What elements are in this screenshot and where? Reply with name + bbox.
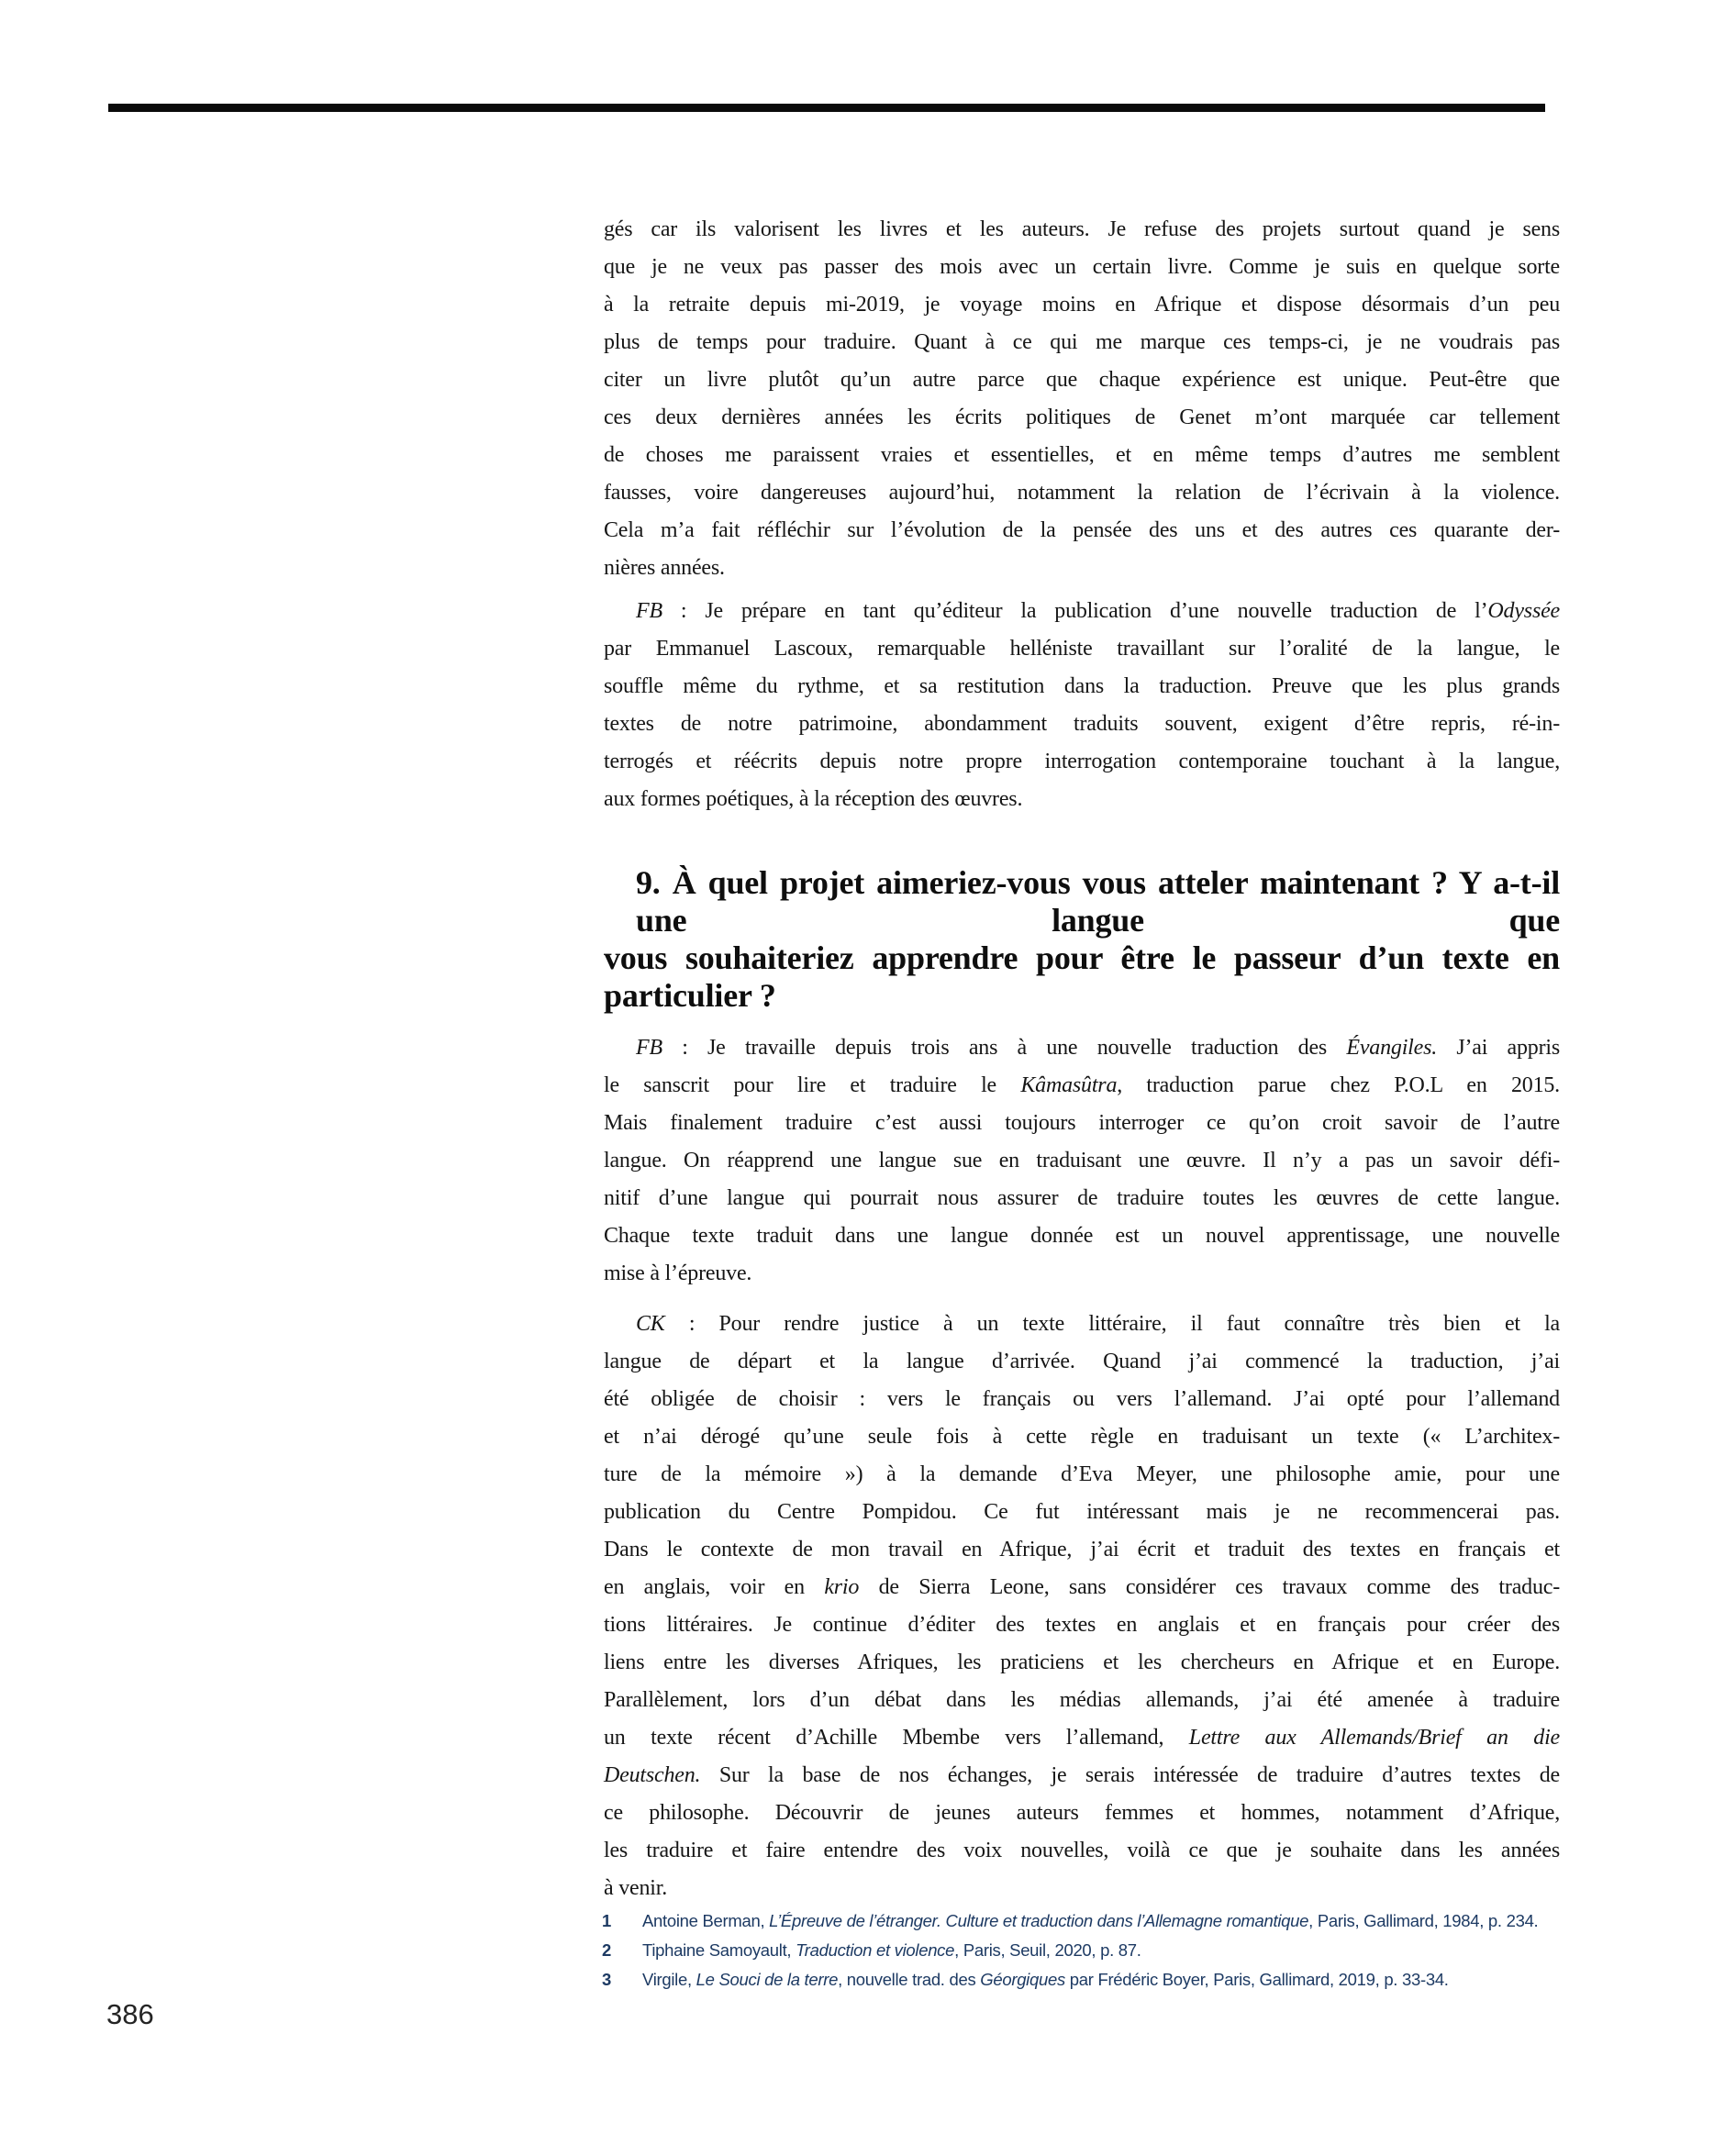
text-line [604,437,1560,474]
text-run: , traduction parue chez P.O.L en 2015. [1117,1073,1560,1097]
text-line [604,781,1560,818]
text-run: un texte récent d’Achille Mbembe vers l’allemand, [604,1726,1189,1750]
text-run: nières années. [604,556,725,580]
text-run: à venir. [604,1876,668,1900]
text-run: de Sierra Leone, sans considérer ces travaux comme des traduc- [859,1575,1560,1599]
body-text-column [604,211,1560,1907]
text-run: en anglais, voir en [604,1575,825,1599]
text-run: de choses me paraissent vraies et essentielles, et en même temps d’autres me semblent [604,443,1560,467]
text-run: : Je prépare en tant qu’éditeur la publication d’une nouvelle traduction de l’ [662,599,1488,623]
text-run: par Emmanuel Lascoux, remarquable helléniste travaillant sur l’oralité de la langue, le [604,637,1560,661]
italic-text-run: Deutschen. [604,1763,701,1787]
footnote [602,1906,1562,1936]
page-number: 386 [106,1998,154,2030]
italic-text-run: Évangiles. [1346,1036,1438,1060]
italic-text-run: Traduction et violence [796,1940,955,1960]
text-line [604,1644,1560,1682]
italic-text-run: FB [636,1036,662,1060]
text-line [604,939,1560,1015]
text-line [604,1142,1560,1180]
footnote-number: 2 [602,1940,611,1960]
italic-text-run: Le Souci de la terre [696,1970,839,1989]
footnote-text [642,1936,1562,1965]
section-heading-question-9 [604,864,1560,1015]
italic-text-run: FB [636,599,662,623]
text-line [604,593,1560,630]
text-run: Parallèlement, lors d’un débat dans les médias allemands, j’ai été amenée à traduire [604,1688,1560,1712]
text-line [604,1682,1560,1719]
text-line [604,1832,1560,1870]
paragraph-ck-reponse [604,1306,1560,1907]
footnotes-block [602,1906,1562,1995]
italic-text-run: Géorgiques [980,1970,1065,1989]
italic-text-run: Lettre aux Allemands/Brief an die [1188,1726,1560,1750]
text-run: aux formes poétiques, à la réception des œuvres. [604,787,1023,811]
text-run: Virgile, [642,1970,696,1989]
text-line [604,668,1560,706]
text-run: Cela m’a fait réfléchir sur l’évolution de la pensée des uns et des autres ces quarante der- [604,518,1560,542]
text-run: ture de la mémoire ») à la demande d’Eva Meyer, une philosophe amie, pour une [604,1462,1560,1486]
footnote-number: 3 [602,1970,611,1989]
text-run: gés car ils valorisent les livres et les auteurs. Je refuse des projets surtout quand je sens [604,217,1560,241]
text-run: citer un livre plutôt qu’un autre parce que chaque expérience est unique. Peut-être que [604,368,1560,392]
footnote-text [642,1965,1562,1995]
text-run: vous souhaiteriez apprendre pour être le passeur d’un texte en particulier ? [604,939,1560,1014]
text-line [604,1217,1560,1255]
text-line [604,1606,1560,1644]
paragraph-fb-odyssee [604,593,1560,818]
text-run: mise à l’épreuve. [604,1261,752,1285]
text-line [604,474,1560,512]
text-run: le sanscrit pour lire et traduire le [604,1073,1021,1097]
text-line [604,1105,1560,1142]
text-run: langue. On réapprend une langue sue en traduisant une œuvre. Il n’y a pas un savoir défi- [604,1149,1560,1172]
text-run: par Frédéric Boyer, Paris, Gallimard, 2019, p. 33-34. [1064,1970,1449,1989]
text-line [604,1757,1560,1795]
text-run: textes de notre patrimoine, abondamment traduits souvent, exigent d’être repris, ré-in- [604,712,1560,736]
text-line [604,1870,1560,1907]
text-run: : Pour rendre justice à un texte littéraire, il faut connaître très bien et la [664,1312,1560,1336]
text-line [604,249,1560,286]
text-run: fausses, voire dangereuses aujourd’hui, notamment la relation de l’écrivain à la violence. [604,481,1560,505]
text-line [604,1343,1560,1381]
text-line [604,1494,1560,1531]
text-run: nitif d’une langue qui pourrait nous assurer de traduire toutes les œuvres de cette langue. [604,1186,1560,1210]
text-run: langue de départ et la langue d’arrivée. Quand j’ai commencé la traduction, j’ai [604,1350,1560,1373]
text-run: plus de temps pour traduire. Quant à ce qui me marque ces temps-ci, je ne voudrais pas [604,330,1560,354]
text-line [604,361,1560,399]
text-line [604,1569,1560,1606]
text-line [604,550,1560,587]
text-line [604,1418,1560,1456]
text-run: été obligée de choisir : vers le français ou vers l’allemand. J’ai opté pour l’allemand [604,1387,1560,1411]
text-run: Antoine Berman, [642,1911,770,1930]
text-line [604,1795,1560,1832]
italic-text-run: Odyssée [1487,599,1560,623]
footnote-text [642,1906,1562,1936]
text-line [604,743,1560,781]
text-run: ce philosophe. Découvrir de jeunes auteurs femmes et hommes, notamment d’Afrique, [604,1801,1560,1825]
text-run: J’ai appris [1437,1036,1560,1060]
text-line [604,512,1560,550]
paragraph-fb-evangiles [604,1029,1560,1293]
text-run: : Je travaille depuis trois ans à une nouvelle traduction des [662,1036,1347,1060]
text-line [604,1180,1560,1217]
italic-text-run: L’Épreuve de l’étranger. Culture et traduction dans l’Allemagne romantique [769,1911,1309,1930]
text-line [604,630,1560,668]
text-line [604,324,1560,361]
text-line [604,211,1560,249]
text-line [604,1255,1560,1293]
text-run: , Paris, Gallimard, 1984, p. 234. [1308,1911,1539,1930]
text-run: et n’ai dérogé qu’une seule fois à cette règle en traduisant un texte (« L’architex- [604,1425,1560,1449]
paragraph-continuation [604,211,1560,587]
text-run: que je ne veux pas passer des mois avec un certain livre. Comme je suis en quelque sorte [604,255,1560,279]
text-line [604,1029,1560,1067]
text-line [604,286,1560,324]
text-run: les traduire et faire entendre des voix nouvelles, voilà ce que je souhaite dans les années [604,1839,1560,1862]
text-line [604,1719,1560,1757]
text-run: Tiphaine Samoyault, [642,1940,796,1960]
text-line [604,1067,1560,1105]
text-line [604,399,1560,437]
text-run: Chaque texte traduit dans une langue donnée est un nouvel apprentissage, une nouvelle [604,1224,1560,1248]
footnote [602,1936,1562,1965]
footnote-number: 1 [602,1911,611,1930]
text-run: , nouvelle trad. des [838,1970,981,1989]
text-run: 9. À quel projet aimeriez-vous vous atteler maintenant ? Y a-t-il une langue que [636,864,1560,939]
footnote [602,1965,1562,1995]
text-run: terrogés et réécrits depuis notre propre interrogation contemporaine touchant à la langue, [604,750,1560,773]
text-line [604,864,1560,939]
text-line [604,706,1560,743]
text-run: publication du Centre Pompidou. Ce fut intéressant mais je ne recommencerai pas. [604,1500,1560,1524]
text-run: liens entre les diverses Afriques, les praticiens et les chercheurs en Afrique et en Europe. [604,1650,1560,1674]
text-line [604,1531,1560,1569]
italic-text-run: CK [636,1312,665,1336]
text-run: Mais finalement traduire c’est aussi toujours interroger ce qu’on croit savoir de l’autre [604,1111,1560,1135]
text-run: Dans le contexte de mon travail en Afrique, j’ai écrit et traduit des textes en français et [604,1538,1560,1561]
italic-text-run: krio [824,1575,860,1599]
text-run: , Paris, Seuil, 2020, p. 87. [954,1940,1141,1960]
italic-text-run: Kâmasûtra [1020,1073,1118,1097]
top-rule [108,104,1545,112]
text-line [604,1306,1560,1343]
text-line [604,1456,1560,1494]
text-run: Sur la base de nos échanges, je serais intéressée de traduire d’autres textes de [700,1763,1560,1787]
text-run: souffle même du rythme, et sa restitution dans la traduction. Preuve que les plus grands [604,674,1560,698]
text-run: tions littéraires. Je continue d’éditer des textes en anglais et en français pour créer des [604,1613,1560,1637]
text-run: à la retraite depuis mi-2019, je voyage moins en Afrique et dispose désormais d’un peu [604,293,1560,317]
text-run: ces deux dernières années les écrits politiques de Genet m’ont marquée car tellement [604,406,1560,429]
text-line [604,1381,1560,1418]
